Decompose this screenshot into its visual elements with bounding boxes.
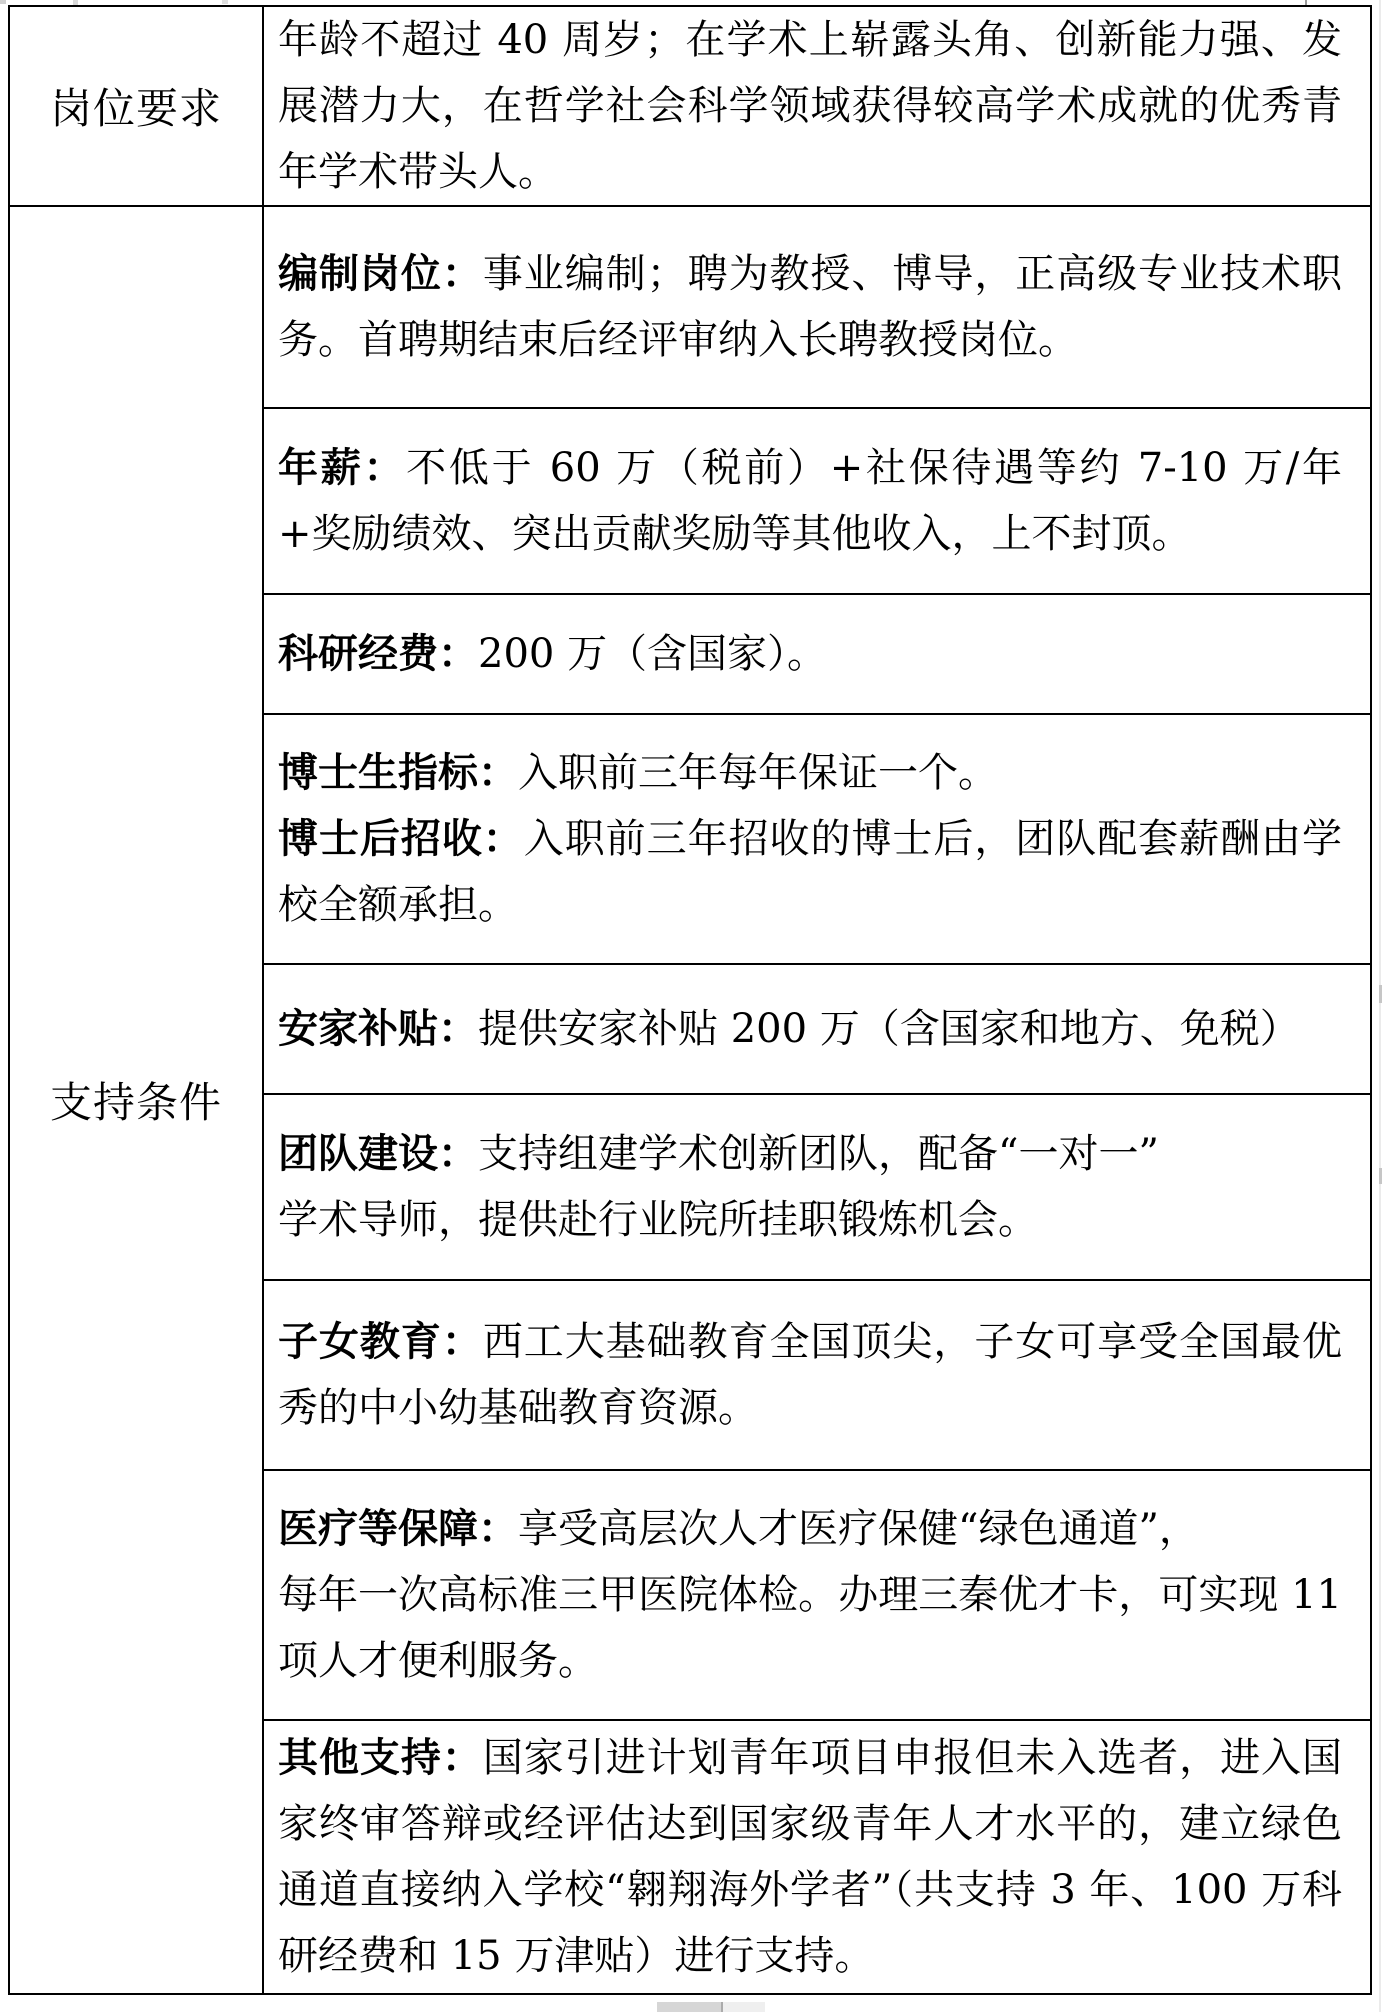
subrow-research-funding: [264, 595, 1370, 715]
paragraph: [278, 7, 1342, 205]
paragraph-text: 提供安家补贴 200 万（含国家和地方、免税）: [478, 1006, 1300, 1052]
paragraph: [278, 241, 1342, 373]
support-conditions-column: [264, 207, 1370, 1993]
term-label: 安家补贴：: [278, 1005, 478, 1052]
table-row-support-conditions: [10, 207, 1370, 1993]
paragraph: [278, 621, 1342, 687]
paragraph: [278, 435, 1342, 567]
paragraph: [278, 1309, 1342, 1441]
term-label: 医疗等保障：: [278, 1505, 518, 1552]
subrow-team-building: [264, 1095, 1370, 1281]
paragraph: [278, 1725, 1342, 1989]
term-label: 其他支持：: [278, 1734, 483, 1781]
paragraph-text: 入职前三年每年保证一个。: [518, 750, 998, 796]
term-label: 编制岗位：: [278, 250, 483, 297]
paragraph-text: 学术导师，提供赴行业院所挂职锻炼机会。: [278, 1197, 1038, 1243]
subrow-children-education: [264, 1281, 1370, 1471]
paragraph: [278, 1121, 1342, 1187]
subrow-other-support: [264, 1721, 1370, 1993]
subrow-medical-security: [264, 1471, 1370, 1721]
row-label-text: 支持条件: [49, 1078, 222, 1127]
term-label: 子女教育：: [278, 1318, 483, 1365]
paragraph-text: 年龄不超过 40 周岁；在学术上崭露头角、创新能力强、发展潜力大，在哲学社会科学领域获得较高学术成就的优秀青年学术带头人。: [278, 17, 1342, 195]
paragraph-text: 西工大基础教育全国顶尖，子女可享受全国最优秀的中小幼基础教育资源。: [278, 1319, 1343, 1431]
subrow-phd-quota-postdoc: [264, 715, 1370, 965]
term-label: 博士生指标：: [278, 749, 518, 796]
paragraph: [278, 1187, 1342, 1253]
paragraph-text: 每年一次高标准三甲医院体检。办理三秦优才卡，可实现 11 项人才便利服务。: [278, 1572, 1342, 1684]
row-label-text: 岗位要求: [49, 84, 222, 133]
paragraph-text: 支持组建学术创新团队，配备“一对一”: [478, 1131, 1159, 1177]
table-row-position-requirements: [10, 7, 1370, 207]
paragraph-text: 200 万（含国家）。: [478, 631, 828, 677]
subrow-staffing-position: [264, 207, 1370, 409]
horizontal-scrollbar-track[interactable]: [723, 2002, 765, 2012]
term-label: 团队建设：: [278, 1130, 478, 1177]
page-fragment-top: [222, 0, 228, 4]
paragraph-text: 不低于 60 万（税前）+社保待遇等约 7-10 万/年+奖励绩效、突出贡献奖励等其他收入，上不封顶。: [278, 445, 1342, 557]
row-label-support-conditions: [10, 207, 264, 1993]
paragraph: [278, 740, 1342, 806]
term-label: 年薪：: [278, 444, 407, 491]
page-fragment-top-left: [0, 0, 6, 4]
paragraph: [278, 1496, 1342, 1562]
paragraph: [278, 1562, 1342, 1694]
subrow-annual-salary: [264, 409, 1370, 595]
paragraph: [278, 996, 1342, 1062]
paragraph-text: 入职前三年招收的博士后，团队配套薪酬由学校全额承担。: [278, 816, 1343, 928]
term-label: 科研经费：: [278, 630, 478, 677]
recruitment-conditions-table: [8, 5, 1372, 1995]
paragraph-text: 事业编制；聘为教授、博导，正高级专业技术职务。首聘期结束后经评审纳入长聘教授岗位。: [278, 251, 1343, 363]
horizontal-scrollbar-thumb[interactable]: [657, 2002, 723, 2012]
requirements-content-cell: [264, 7, 1370, 205]
row-label-position-requirements: [10, 7, 264, 205]
paragraph-text: 国家引进计划青年项目申报但未入选者，进入国家终审答辩或经评估达到国家级青年人才水平的，建立绿色通道直接纳入学校“翱翔海外学者”（共支持 3 年、100 万科研经费和 15 万津贴）进行支持。: [278, 1735, 1343, 1979]
paragraph: [278, 806, 1342, 938]
subrow-settling-allowance: [264, 965, 1370, 1095]
term-label: 博士后招收：: [278, 815, 524, 862]
page-right-edge: [1379, 0, 1381, 2012]
paragraph-text: 享受高层次人才医疗保健“绿色通道”，: [518, 1506, 1199, 1552]
